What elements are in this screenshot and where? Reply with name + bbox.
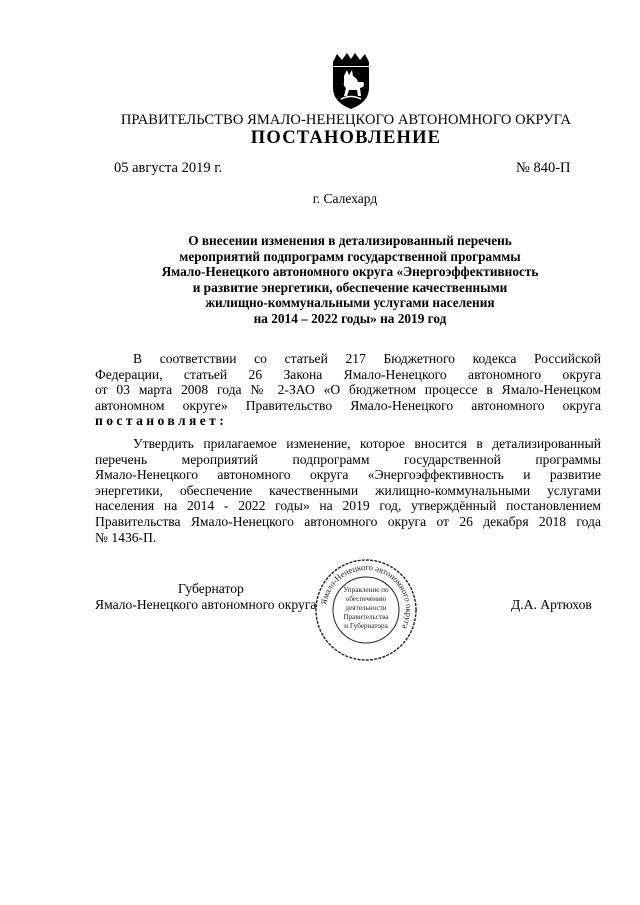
- paragraph-line: В соответствии со статьей 217 Бюджетного кодекса Российской: [133, 351, 601, 366]
- title-line: Ямало-Ненецкого автономного округа «Энергоэффективность: [161, 264, 539, 280]
- stamp-ring-text: Ямало-Ненецкого автономного округа: [318, 561, 415, 631]
- government-name: ПРАВИТЕЛЬСТВО ЯМАЛО-НЕНЕЦКОГО АВТОНОМНОГО ОКРУГА: [120, 112, 572, 128]
- title-line: на 2014 – 2022 годы» на 2019 год: [253, 310, 447, 326]
- paragraph-line: № 1436-П.: [95, 529, 157, 545]
- stamp-center-line: обеспечению: [345, 595, 387, 603]
- title-line: и развитие энергетики, обеспечение качественными: [192, 279, 508, 295]
- document-title: [100, 233, 600, 327]
- paragraph-line: Федерации, статьей 26 Закона Ямало-Ненецкого автономного округа: [95, 366, 601, 382]
- document-date: 05 августа 2019 г.: [114, 160, 223, 176]
- decree-word: постановляет:: [95, 413, 228, 429]
- resolution-paragraph: [95, 436, 601, 545]
- title-line: мероприятий подпрограмм государственной программы: [179, 248, 521, 264]
- document-number: № 840-П: [516, 160, 571, 176]
- paragraph-line: энергетики, обеспечение качественными жилищно-коммунальными услугами: [95, 482, 601, 498]
- paragraph-line: перечень мероприятий подпрограмм государственной программы: [95, 451, 601, 467]
- signer-name: Д.А. Артюхов: [511, 597, 592, 612]
- title-line: жилищно-коммунальными услугами населения: [205, 295, 495, 311]
- paragraph-line: Утвердить прилагаемое изменение, которое вносится в детализированный: [133, 436, 601, 451]
- document-city: г. Салехард: [312, 191, 378, 206]
- coat-of-arms-icon: [327, 52, 375, 110]
- paragraph-line: населения на 2014 - 2022 годы» на 2019 год, утверждённый постановлением: [95, 498, 601, 514]
- preamble-paragraph: [95, 351, 601, 429]
- paragraph-line: Правительства Ямало-Ненецкого автономного округа от 26 декабря 2018 года: [95, 513, 601, 529]
- paragraph-line: автономном округе» Правительство Ямало-Ненецкого автономного округа: [95, 397, 601, 413]
- stamp-center-line: Управление по: [343, 586, 389, 594]
- document-type: ПОСТАНОВЛЕНИЕ: [250, 128, 442, 148]
- stamp-center-line: Правительства: [343, 613, 389, 621]
- stamp-center-line: деятельности: [345, 604, 387, 612]
- paragraph-line: Ямало-Ненецкого автономного округа «Энергоэффективность и развитие: [95, 467, 601, 483]
- official-stamp-icon: [312, 556, 420, 664]
- stamp-center-line: и Губернатора: [344, 622, 388, 630]
- paragraph-line: от 03 марта 2008 года № 2-ЗАО «О бюджетном процессе в Ямало-Ненецком: [95, 382, 601, 398]
- signer-title: Губернатор: [178, 581, 244, 596]
- title-line: О внесении изменения в детализированный перечень: [188, 233, 512, 248]
- signer-organization: Ямало-Ненецкого автономного округа: [95, 597, 317, 612]
